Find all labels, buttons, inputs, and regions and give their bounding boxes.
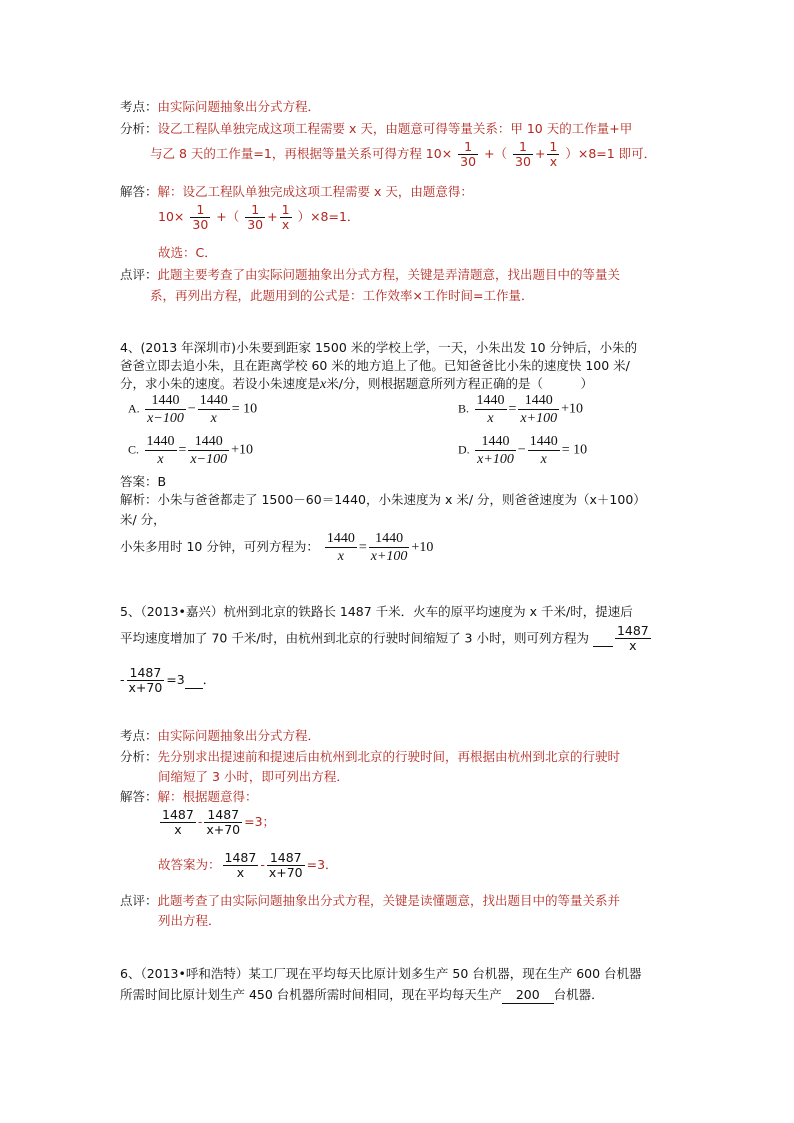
denominator: 30 xyxy=(460,154,477,169)
period: ． xyxy=(202,672,216,687)
q3-dianping-line1 xyxy=(120,267,620,283)
denominator: x xyxy=(487,411,494,426)
numerator: 1440 xyxy=(146,434,175,449)
kaodian-text: 由实际问题抽象出分式方程． xyxy=(157,728,321,743)
q4-equation xyxy=(323,531,434,564)
numerator: 1440 xyxy=(145,392,186,410)
fraction xyxy=(475,392,507,427)
jieda-label: 解答： xyxy=(120,184,158,199)
denominator: x+70 xyxy=(268,865,303,880)
q5-dianping-line2: 列出方程． xyxy=(158,913,221,928)
operator: = xyxy=(508,401,517,417)
fraction xyxy=(267,851,305,880)
fraction xyxy=(369,530,410,565)
rhs: =3． xyxy=(306,857,338,872)
operator: +（ xyxy=(216,209,240,224)
fraction xyxy=(223,851,259,880)
fraction xyxy=(127,666,165,695)
blank-underline xyxy=(185,672,203,689)
answer-blank: 200 xyxy=(502,987,554,1004)
q5-fenxi-line2: 间缩短了 3 小时，即可列出方程． xyxy=(158,769,349,784)
fenxi-label: 分析： xyxy=(120,121,158,136)
denominator: x−100 xyxy=(190,452,228,467)
operator: - xyxy=(197,814,203,829)
eq-pre: 10× xyxy=(158,209,185,224)
fraction xyxy=(547,140,559,169)
q3-kaodian xyxy=(120,99,320,115)
q3-dianping-line2: 系，再列出方程，此题用到的公式是：工作效率×工作时间=工作量． xyxy=(150,288,534,303)
numerator: 1487 xyxy=(267,851,305,866)
q6-stem-line2 xyxy=(120,987,604,1004)
denominator: x xyxy=(337,549,344,564)
q5-kaodian xyxy=(120,728,320,744)
q3-fenxi-line1 xyxy=(120,121,632,137)
variable: x xyxy=(320,377,327,392)
fraction xyxy=(145,433,177,468)
option-label: D. xyxy=(458,442,470,457)
eq-post: ）×8=1． xyxy=(297,209,360,224)
q4-option-c[interactable] xyxy=(128,433,253,468)
numerator: 1487 xyxy=(204,808,242,823)
q6-stem-line1: 6、（2013•呼和浩特）某工厂现在平均每天比原计划多生产 50 台机器，现在生产 600 台机器 xyxy=(120,966,642,981)
q4-stem-line3 xyxy=(120,376,593,393)
denominator: x+100 xyxy=(370,549,408,564)
option-label: B. xyxy=(458,401,470,416)
numerator: 1440 xyxy=(518,392,559,410)
denominator: x xyxy=(549,154,558,169)
q5-stem-line2 xyxy=(120,624,653,653)
kaodian-label: 考点： xyxy=(120,99,158,114)
q5-stem-line1: 5、（2013•嘉兴）杭州到北京的铁路长 1487 千米．火车的原平均速度为 x 千米/时，提速后 xyxy=(120,604,633,619)
dianping-label: 点评： xyxy=(120,893,158,908)
fraction xyxy=(160,808,196,837)
q5-blank-line2 xyxy=(120,666,215,695)
denominator: x+70 xyxy=(206,822,241,837)
fraction xyxy=(280,203,292,232)
denominator: x xyxy=(157,452,164,467)
q4-stem-line2: 爸爸立即去追小朱，且在距离学校 60 米的地方追上了他。已知爸爸比小朱的速度快 100 米/ xyxy=(120,358,630,373)
rhs: =3 xyxy=(166,672,185,687)
option-label: A. xyxy=(128,401,140,416)
denominator: x xyxy=(281,217,290,232)
blank-underline xyxy=(593,630,613,647)
fenxi-text: 设乙工程队单独完成这项工程需要 x 天，由题意可得等量关系：甲 10 天的工作量+甲 xyxy=(157,121,633,136)
q4-option-d[interactable] xyxy=(458,433,587,468)
q4-answer: 答案：B xyxy=(120,474,167,489)
fraction xyxy=(513,140,533,169)
denominator: x+100 xyxy=(520,411,558,426)
denominator: x xyxy=(236,865,245,880)
denominator: x+100 xyxy=(477,452,514,467)
q5-dianping-line1 xyxy=(120,893,620,909)
kaodian-label: 考点： xyxy=(120,728,158,743)
fraction xyxy=(458,140,478,169)
rhs: +10 xyxy=(231,442,253,458)
operator: = xyxy=(178,442,187,458)
q5-equation xyxy=(158,808,275,837)
kaodian-text: 由实际问题抽象出分式方程． xyxy=(157,99,321,114)
denominator: x xyxy=(540,452,547,467)
operator: = xyxy=(358,539,367,555)
q4-stem-line1: 4、(2013 年深圳市)小朱要到距家 1500 米的学校上学，一天，小朱出发 10 分钟后，小朱的 xyxy=(120,340,638,355)
fraction xyxy=(190,203,210,232)
operator: + xyxy=(267,209,278,224)
fraction xyxy=(198,392,230,427)
numerator: 1 xyxy=(513,140,533,155)
jieda-text: 解：设乙工程队单独完成这项工程需要 x 天，由题意得： xyxy=(157,184,473,199)
numerator: 1440 xyxy=(529,434,558,449)
numerator: 1 xyxy=(190,203,210,218)
q3-jieda xyxy=(120,184,473,200)
q4-jiexi-line1: 解析：小朱与爸爸都走了 1500－60＝1440，小朱速度为 x 米/ 分，则爸爸速度为（x＋100） xyxy=(120,492,646,507)
stem-text: 米/分，则根据题意所列方程正确的是（ ） xyxy=(326,376,593,391)
fraction xyxy=(145,392,186,427)
rhs: =3； xyxy=(244,814,276,829)
denominator: x xyxy=(174,822,182,837)
jieda-text: 解：根据题意得： xyxy=(157,789,258,804)
operator: - xyxy=(260,857,265,872)
numerator: 1440 xyxy=(188,433,229,451)
denominator: 30 xyxy=(192,217,209,232)
fraction xyxy=(188,433,229,468)
fraction xyxy=(528,433,560,468)
stem-text: 平均速度增加了 70 千米/时，由杭州到北京的行驶时间缩短了 3 小时，则可列方程为 xyxy=(120,630,589,646)
operator: +（ xyxy=(484,146,508,161)
dianping-text: 此题主要考查了由实际问题抽象出分式方程，关键是弄清题意，找出题目中的等量关 xyxy=(157,267,621,282)
numerator: 1487 xyxy=(162,807,194,822)
q4-option-b[interactable] xyxy=(458,392,583,427)
jiexi-text: 小朱多用时 10 分钟，可列方程为： xyxy=(120,539,319,555)
fraction xyxy=(245,203,265,232)
numerator: 1487 xyxy=(127,666,165,681)
fenxi-label: 分析： xyxy=(120,749,158,764)
fraction xyxy=(518,392,559,427)
q5-jieda xyxy=(120,789,258,805)
numerator: 1440 xyxy=(326,531,355,546)
numerator: 1440 xyxy=(369,530,410,548)
q3-equation xyxy=(158,203,359,232)
operator: + xyxy=(534,146,546,161)
dianping-label: 点评： xyxy=(120,267,158,282)
rhs: = 10 xyxy=(561,442,588,458)
numerator: 1440 xyxy=(199,393,228,408)
answer-prefix: 故答案为： xyxy=(158,857,221,872)
q4-jiexi-line2: 米/ 分， xyxy=(120,512,166,527)
rhs: = 10 xyxy=(231,401,258,417)
stem-text: 台机器． xyxy=(553,987,604,1002)
fenxi-line2-post: ）×8=1 即可． xyxy=(565,146,657,161)
q5-fenxi-line1 xyxy=(120,749,620,765)
numerator: 1440 xyxy=(475,433,516,451)
q3-answer: 故选：C． xyxy=(158,245,217,260)
numerator: 1487 xyxy=(616,623,649,638)
denominator: x xyxy=(210,411,217,426)
stem-text: 所需时间比原计划生产 450 台机器所需时间相同，现在平均每天生产 xyxy=(120,987,502,1002)
numerator: 1 xyxy=(281,202,290,217)
numerator: 1 xyxy=(458,140,478,155)
operator: - xyxy=(120,672,125,687)
fraction xyxy=(475,433,516,468)
jieda-label: 解答： xyxy=(120,789,158,804)
denominator: x+70 xyxy=(128,680,163,695)
q3-fenxi-line2 xyxy=(150,140,656,169)
operator: − xyxy=(187,401,196,417)
fraction xyxy=(325,530,357,565)
q4-jiexi-line3 xyxy=(120,530,433,565)
rhs: +10 xyxy=(561,401,583,417)
numerator: 1487 xyxy=(224,850,257,865)
operator: − xyxy=(517,442,526,458)
numerator: 1440 xyxy=(476,393,505,408)
q5-final-answer xyxy=(158,851,338,880)
numerator: 1 xyxy=(245,203,265,218)
stem-text: 分，求小朱的速度。若设小朱速度是 xyxy=(120,376,321,391)
numerator: 1 xyxy=(549,139,558,154)
q4-option-a[interactable] xyxy=(128,392,257,427)
fraction xyxy=(204,808,242,837)
fenxi-line2-pre: 与乙 8 天的工作量=1，再根据等量关系可得方程 10× xyxy=(150,146,453,161)
dianping-text: 此题考查了由实际问题抽象出分式方程，关键是读懂题意，找出题目中的等量关系并 xyxy=(157,893,621,908)
fenxi-text: 先分别求出提速前和提速后由杭州到北京的行驶时间，再根据由杭州到北京的行驶时 xyxy=(157,749,621,764)
rhs: +10 xyxy=(411,539,434,555)
denominator: x−100 xyxy=(147,411,184,426)
fraction xyxy=(615,624,651,653)
denominator: 30 xyxy=(515,154,531,169)
option-label: C. xyxy=(128,442,140,457)
denominator: 30 xyxy=(247,217,264,232)
denominator: x xyxy=(629,638,637,653)
